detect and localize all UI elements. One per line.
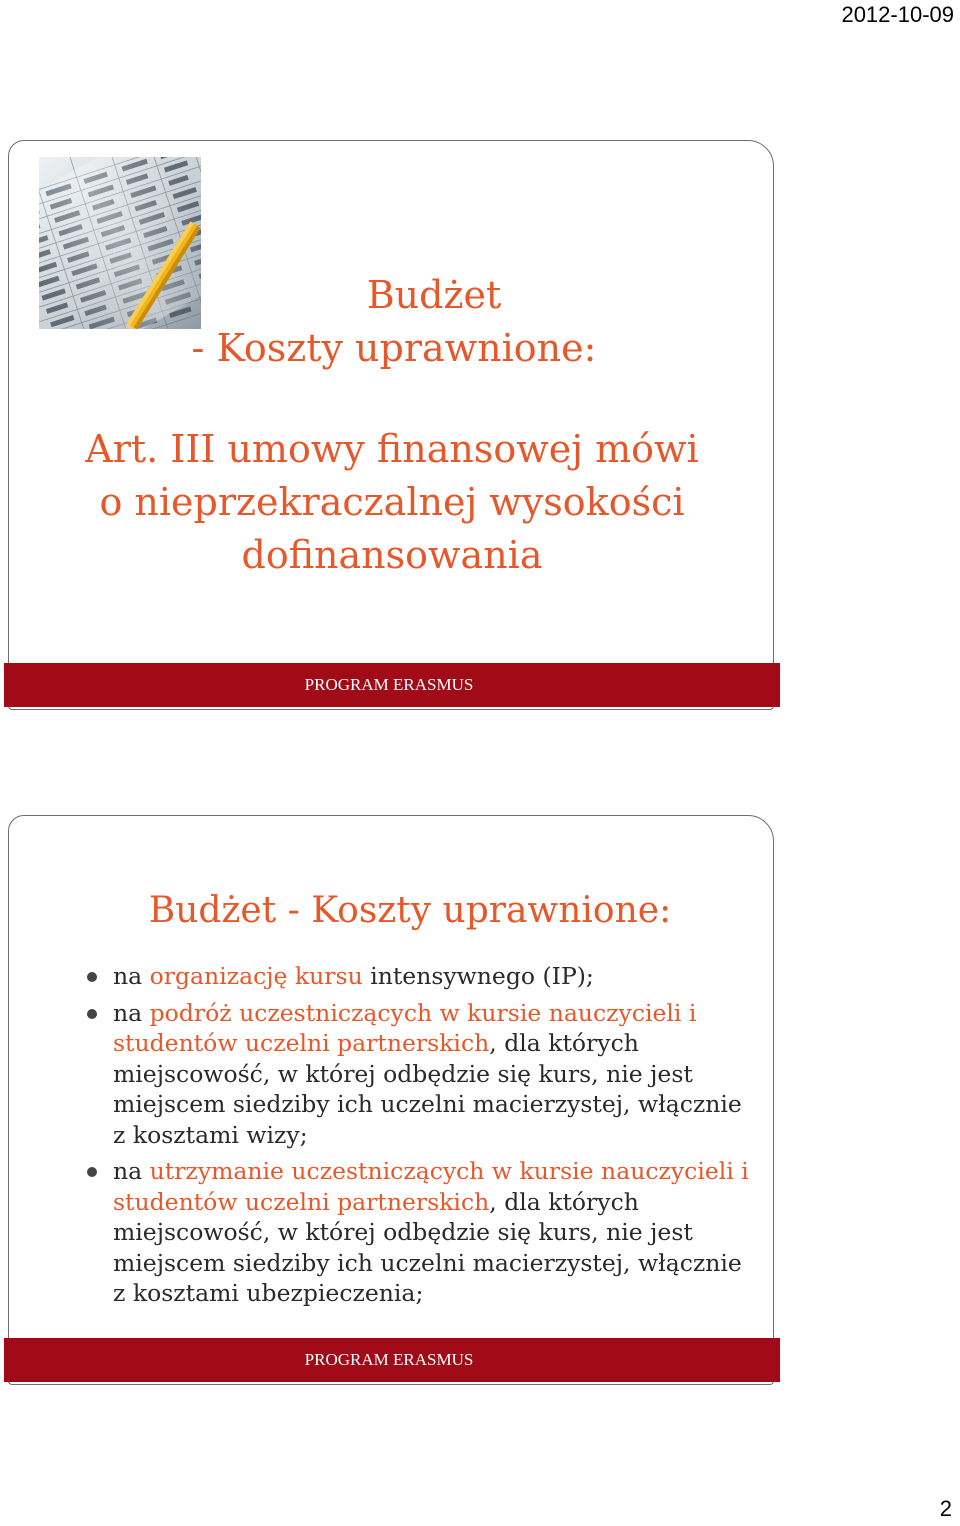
- slide-2: [8, 815, 774, 1385]
- slide-1-body-line-2: o nieprzekraczalnej wysokości: [99, 480, 685, 524]
- bullet-prefix: na: [113, 998, 150, 1027]
- slide-1-footer: PROGRAM ERASMUS: [4, 663, 780, 707]
- slide-2-title: Budżet - Koszty uprawnione:: [148, 890, 672, 931]
- bullet-rest: , dla których miejscowość, w której odbędzie się kurs, nie jest miejscem siedziby ich uczelni macierzystej, włącznie z kosztami ubezpieczenia;: [113, 1187, 742, 1307]
- page-number: 2: [939, 1496, 952, 1521]
- list-item: [87, 961, 757, 992]
- slide-1-title-line-2: - Koszty uprawnione:: [191, 326, 597, 370]
- list-item: [87, 1156, 757, 1309]
- bullet-prefix: na: [113, 1157, 150, 1185]
- bullet-dot-icon: [87, 1009, 97, 1019]
- slide-1-body: [9, 423, 775, 582]
- bullet-highlight: podróż uczestniczących w kursie nauczycieli i studentów uczelni partnerskich: [113, 998, 697, 1057]
- slide-2-footer: PROGRAM ERASMUS: [4, 1338, 780, 1382]
- slide-1: [8, 140, 774, 710]
- page-date: 2012-10-09: [841, 2, 954, 27]
- list-item: [87, 998, 757, 1151]
- bullet-highlight: utrzymanie uczestniczących w kursie nauczycieli i studentów uczelni partnerskich: [113, 1157, 749, 1216]
- bullet-highlight: organizację kursu: [149, 962, 363, 990]
- slide-1-title-line-1: Budżet: [366, 273, 502, 317]
- bullet-dot-icon: [87, 1167, 97, 1177]
- slide-1-title: [9, 269, 775, 375]
- bullet-prefix: na: [113, 962, 150, 990]
- bullet-rest: intensywnego (IP);: [362, 962, 594, 990]
- bullet-rest: , dla których miejscowość, w której odbędzie się kurs, nie jest miejscem siedziby ich uczelni macierzystej, włącznie z kosztami wizy;: [113, 1029, 742, 1149]
- bullet-dot-icon: [87, 972, 97, 982]
- slide-2-bullet-list: [87, 961, 757, 1315]
- slide-1-body-line-1: Art. III umowy finansowej mówi: [85, 427, 699, 471]
- slide-1-body-line-3: dofinansowania: [241, 533, 543, 577]
